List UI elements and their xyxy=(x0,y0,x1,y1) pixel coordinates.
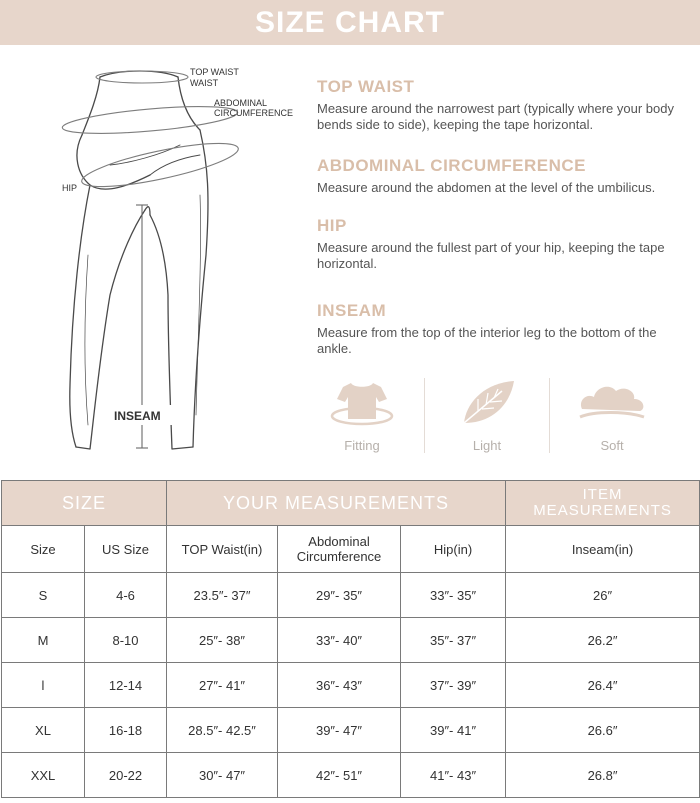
cell-abdominal: 33″- 40″ xyxy=(278,618,401,663)
cell-abdominal: 29″- 35″ xyxy=(278,573,401,618)
col-size: Size xyxy=(2,526,85,573)
col-hip: Hip(in) xyxy=(401,526,506,573)
section-text: Measure around the narrowest part (typically where your body bends side to side), keeping the tape horizontal. xyxy=(317,101,674,132)
section-heading: TOP WAIST xyxy=(317,77,415,96)
feature-strip xyxy=(300,375,690,460)
feature-label: Soft xyxy=(600,438,624,453)
section-heading: ABDOMINAL CIRCUMFERENCE xyxy=(317,156,587,175)
cell-size: XL xyxy=(2,708,85,753)
cell-us-size: 8-10 xyxy=(85,618,167,663)
cell-inseam: 26.2″ xyxy=(506,618,700,663)
group-item-line1: ITEM xyxy=(582,486,623,503)
col-abdominal-line2: Circumference xyxy=(296,549,382,564)
section-top-waist xyxy=(317,77,687,133)
section-abdominal xyxy=(317,156,687,196)
label-hip: HIP xyxy=(62,183,78,193)
label-top-waist-1: TOP WAIST xyxy=(190,67,239,77)
cell-inseam: 26.8″ xyxy=(506,753,700,798)
group-item-measurements xyxy=(506,481,700,526)
group-item-line2: MEASUREMENTS xyxy=(533,502,672,519)
group-size: SIZE xyxy=(2,481,167,526)
col-us-size: US Size xyxy=(85,526,167,573)
cell-hip: 33″- 35″ xyxy=(401,573,506,618)
label-inseam: INSEAM xyxy=(114,409,161,423)
cell-size: M xyxy=(2,618,85,663)
cell-abdominal: 36″- 43″ xyxy=(278,663,401,708)
leggings-diagram xyxy=(50,55,310,465)
feature-label: Fitting xyxy=(344,438,380,453)
cell-inseam: 26.6″ xyxy=(506,708,700,753)
shirt-icon xyxy=(327,375,397,430)
cell-hip: 37″- 39″ xyxy=(401,663,506,708)
size-table xyxy=(1,480,700,798)
table-row xyxy=(2,753,700,798)
cell-hip: 39″- 41″ xyxy=(401,708,506,753)
cell-size: l xyxy=(2,663,85,708)
feature-label: Light xyxy=(472,438,502,453)
table-column-header xyxy=(2,526,700,573)
section-hip xyxy=(317,216,687,272)
cell-us-size: 4-6 xyxy=(85,573,167,618)
cell-top-waist: 25″- 38″ xyxy=(167,618,278,663)
cell-size: S xyxy=(2,573,85,618)
section-text: Measure from the top of the interior leg to the bottom of the ankle. xyxy=(317,325,657,356)
cell-hip: 41″- 43″ xyxy=(401,753,506,798)
col-top-waist: TOP Waist(in) xyxy=(167,526,278,573)
table-row xyxy=(2,573,700,618)
group-your-measurements: YOUR MEASUREMENTS xyxy=(167,481,506,526)
cell-inseam: 26″ xyxy=(506,573,700,618)
cloud-icon xyxy=(574,375,650,430)
label-top-waist-2: WAIST xyxy=(190,78,219,88)
cell-top-waist: 28.5″- 42.5″ xyxy=(167,708,278,753)
cell-top-waist: 30″- 47″ xyxy=(167,753,278,798)
section-text: Measure around the fullest part of your hip, keeping the tape horizontal. xyxy=(317,240,665,271)
section-heading: HIP xyxy=(317,216,347,235)
feature-soft xyxy=(550,375,674,460)
cell-size: XXL xyxy=(2,753,85,798)
section-inseam xyxy=(317,301,687,357)
cell-inseam: 26.4″ xyxy=(506,663,700,708)
cell-us-size: 20-22 xyxy=(85,753,167,798)
cell-us-size: 12-14 xyxy=(85,663,167,708)
table-row xyxy=(2,663,700,708)
section-text: Measure around the abdomen at the level of the umbilicus. xyxy=(317,180,656,195)
table-row xyxy=(2,618,700,663)
section-heading: INSEAM xyxy=(317,301,387,320)
cell-abdominal: 42″- 51″ xyxy=(278,753,401,798)
cell-abdominal: 39″- 47″ xyxy=(278,708,401,753)
title-banner xyxy=(0,0,700,45)
cell-hip: 35″- 37″ xyxy=(401,618,506,663)
label-abdominal-2: CIRCUMFERENCE xyxy=(214,108,294,118)
label-abdominal-1: ABDOMINAL xyxy=(214,98,268,108)
cell-us-size: 16-18 xyxy=(85,708,167,753)
col-inseam: Inseam(in) xyxy=(506,526,700,573)
table-row xyxy=(2,708,700,753)
col-abdominal xyxy=(278,526,401,573)
leaf-icon xyxy=(452,375,522,430)
page-title: SIZE CHART xyxy=(255,5,445,39)
cell-top-waist: 27″- 41″ xyxy=(167,663,278,708)
feature-fitting xyxy=(300,375,424,460)
feature-light xyxy=(425,375,549,460)
leggings-illustration xyxy=(50,55,310,465)
table-group-header xyxy=(2,481,700,526)
col-abdominal-line1: Abdominal xyxy=(308,534,370,549)
cell-top-waist: 23.5″- 37″ xyxy=(167,573,278,618)
